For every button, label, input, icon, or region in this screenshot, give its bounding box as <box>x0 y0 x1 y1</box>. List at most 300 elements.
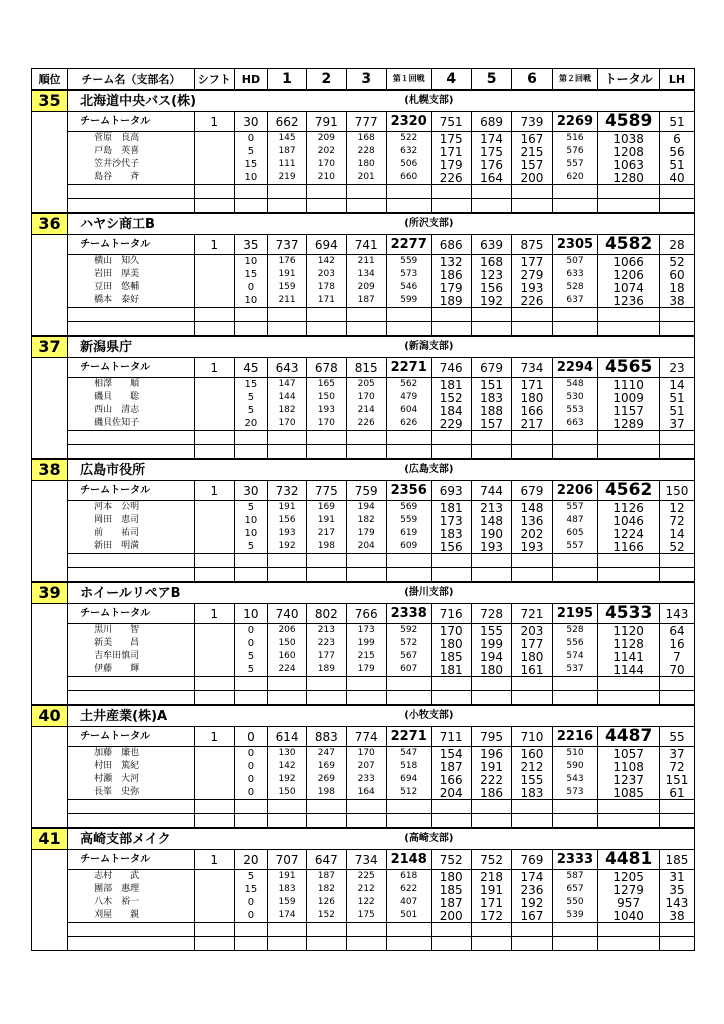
total-game-2: 802 <box>307 604 346 624</box>
header-team: チーム名（支部名） <box>68 69 194 91</box>
member-total: 1224 <box>598 527 660 540</box>
blank-cell <box>194 322 234 337</box>
member-game-6: 177 <box>512 637 552 650</box>
member-lh: 40 <box>659 171 694 185</box>
blank-cell <box>307 691 346 706</box>
header-game-5: 5 <box>471 69 511 91</box>
total-shift: 1 <box>194 358 234 378</box>
member-game-1: 170 <box>267 417 306 431</box>
blank-cell <box>659 923 694 937</box>
member-hd: 10 <box>234 171 267 185</box>
member-game-6: 200 <box>512 171 552 185</box>
member-total: 1279 <box>598 883 660 896</box>
blank-cell <box>267 691 306 706</box>
team-name: 北海道中央バス(株) <box>68 90 346 112</box>
member-game-2: 198 <box>307 786 346 800</box>
blank-row <box>32 923 695 937</box>
member-hd: 5 <box>234 663 267 677</box>
total-game-3: 759 <box>346 481 386 501</box>
rank-spacer <box>32 727 68 747</box>
member-game-6: 180 <box>512 391 552 404</box>
member-row <box>32 171 695 185</box>
member-game-4: 166 <box>431 773 471 786</box>
member-game-6: 226 <box>512 294 552 308</box>
member-lh: 12 <box>659 501 694 515</box>
member-name: 横山 知久 <box>68 255 194 269</box>
blank-cell <box>598 308 660 322</box>
blank-cell <box>68 199 194 214</box>
blank-cell <box>307 923 346 937</box>
member-game-6: 155 <box>512 773 552 786</box>
blank-cell <box>659 322 694 337</box>
member-game-5: 157 <box>471 417 511 431</box>
member-total: 1208 <box>598 145 660 158</box>
member-lh: 38 <box>659 909 694 923</box>
member-row <box>32 747 695 761</box>
total-total: 4487 <box>598 727 660 747</box>
member-game-4: 187 <box>431 896 471 909</box>
blank-cell <box>267 814 306 829</box>
member-game-2: 191 <box>307 514 346 527</box>
blank-cell <box>431 937 471 951</box>
team-header-row <box>32 705 695 727</box>
member-game-1: 150 <box>267 637 306 650</box>
blank-cell <box>471 691 511 706</box>
member-game-2: 198 <box>307 540 346 554</box>
member-game-5: 190 <box>471 527 511 540</box>
member-game-1: 130 <box>267 747 306 761</box>
blank-cell <box>431 800 471 814</box>
team-total-label: チームトータル <box>68 358 194 378</box>
member-game-2: 213 <box>307 624 346 638</box>
member-lh: 31 <box>659 870 694 884</box>
member-shift <box>194 145 234 158</box>
member-game-4: 132 <box>431 255 471 269</box>
blank-cell <box>386 322 431 337</box>
member-game-1: 160 <box>267 650 306 663</box>
total-hd: 10 <box>234 604 267 624</box>
blank-cell <box>659 431 694 445</box>
member-hd: 15 <box>234 378 267 392</box>
team-header-row <box>32 90 695 112</box>
branch-name: (広島支部) <box>346 459 512 481</box>
blank-cell <box>68 554 194 568</box>
blank-cell <box>267 445 306 460</box>
rank-spacer <box>32 896 68 909</box>
blank-cell <box>512 199 552 214</box>
member-game-3: 214 <box>346 404 386 417</box>
total-round-1: 2271 <box>386 358 431 378</box>
member-round-2: 576 <box>552 145 598 158</box>
branch-name: (高崎支部) <box>346 828 512 850</box>
blank-cell <box>431 322 471 337</box>
member-hd: 0 <box>234 773 267 786</box>
member-game-2: 170 <box>307 158 346 171</box>
rank-spacer <box>32 404 68 417</box>
blank-row <box>32 568 695 583</box>
rank-spacer <box>32 568 68 583</box>
blank-cell <box>234 568 267 583</box>
total-hd: 30 <box>234 481 267 501</box>
blank-cell <box>598 322 660 337</box>
blank-cell <box>386 431 431 445</box>
member-game-6: 203 <box>512 624 552 638</box>
member-round-2: 557 <box>552 158 598 171</box>
member-game-3: 122 <box>346 896 386 909</box>
member-round-1: 506 <box>386 158 431 171</box>
blank-cell <box>512 923 552 937</box>
member-total: 1038 <box>598 132 660 146</box>
total-shift: 1 <box>194 604 234 624</box>
blank-cell <box>307 308 346 322</box>
member-round-1: 522 <box>386 132 431 146</box>
blank-cell <box>346 185 386 199</box>
blank-cell <box>234 199 267 214</box>
member-game-2: 142 <box>307 255 346 269</box>
rank-spacer <box>32 501 68 515</box>
blank-cell <box>598 431 660 445</box>
blank-cell <box>234 308 267 322</box>
member-row <box>32 624 695 638</box>
member-round-2: 590 <box>552 760 598 773</box>
blank-cell <box>307 431 346 445</box>
member-shift <box>194 883 234 896</box>
member-hd: 10 <box>234 514 267 527</box>
total-game-4: 746 <box>431 358 471 378</box>
member-name: 前 祐司 <box>68 527 194 540</box>
member-game-6: 193 <box>512 281 552 294</box>
rank-spacer <box>32 268 68 281</box>
member-round-1: 547 <box>386 747 431 761</box>
blank-cell <box>598 199 660 214</box>
team-total-label: チームトータル <box>68 112 194 132</box>
total-game-4: 751 <box>431 112 471 132</box>
member-round-2: 516 <box>552 132 598 146</box>
member-game-3: 187 <box>346 294 386 308</box>
rank-spacer <box>32 760 68 773</box>
member-game-5: 168 <box>471 255 511 269</box>
total-shift: 1 <box>194 850 234 870</box>
member-game-3: 201 <box>346 171 386 185</box>
member-game-6: 177 <box>512 255 552 269</box>
total-round-2: 2333 <box>552 850 598 870</box>
blank-cell <box>307 937 346 951</box>
blank-cell <box>194 568 234 583</box>
team-header-row <box>32 336 695 358</box>
blank-cell <box>68 568 194 583</box>
blank-cell <box>307 199 346 214</box>
member-round-2: 550 <box>552 896 598 909</box>
rank-spacer <box>32 773 68 786</box>
total-hd: 0 <box>234 727 267 747</box>
blank-cell <box>471 568 511 583</box>
member-game-6: 202 <box>512 527 552 540</box>
total-game-5: 679 <box>471 358 511 378</box>
total-lh: 143 <box>659 604 694 624</box>
member-hd: 0 <box>234 281 267 294</box>
member-game-1: 111 <box>267 158 306 171</box>
member-shift <box>194 909 234 923</box>
member-game-5: 155 <box>471 624 511 638</box>
blank-cell <box>267 937 306 951</box>
member-lh: 60 <box>659 268 694 281</box>
total-game-2: 775 <box>307 481 346 501</box>
blank-cell <box>307 445 346 460</box>
team-total-row <box>32 481 695 501</box>
rank-spacer <box>32 171 68 185</box>
blank-cell <box>598 937 660 951</box>
rank-spacer <box>32 850 68 870</box>
blank-cell <box>598 568 660 583</box>
member-row <box>32 268 695 281</box>
member-game-3: 215 <box>346 650 386 663</box>
blank-cell <box>471 800 511 814</box>
blank-cell <box>346 308 386 322</box>
blank-row <box>32 937 695 951</box>
member-round-1: 569 <box>386 501 431 515</box>
member-game-3: 173 <box>346 624 386 638</box>
member-game-2: 187 <box>307 870 346 884</box>
blank-cell <box>386 691 431 706</box>
member-game-5: 222 <box>471 773 511 786</box>
rank-spacer <box>32 883 68 896</box>
blank-cell <box>552 185 598 199</box>
member-game-4: 200 <box>431 909 471 923</box>
rank-spacer <box>32 158 68 171</box>
member-name: 河本 公明 <box>68 501 194 515</box>
member-total: 1085 <box>598 786 660 800</box>
member-hd: 5 <box>234 404 267 417</box>
member-game-1: 191 <box>267 870 306 884</box>
total-lh: 51 <box>659 112 694 132</box>
member-game-5: 191 <box>471 883 511 896</box>
member-row <box>32 773 695 786</box>
member-total: 1063 <box>598 158 660 171</box>
blank-cell <box>552 445 598 460</box>
blank-cell <box>194 308 234 322</box>
member-game-4: 179 <box>431 158 471 171</box>
member-hd: 0 <box>234 896 267 909</box>
blank-cell <box>431 677 471 691</box>
member-row <box>32 501 695 515</box>
member-game-5: 186 <box>471 786 511 800</box>
member-game-4: 170 <box>431 624 471 638</box>
member-round-1: 592 <box>386 624 431 638</box>
blank-cell <box>267 923 306 937</box>
member-round-1: 501 <box>386 909 431 923</box>
blank-cell <box>431 431 471 445</box>
branch-name: (小牧支部) <box>346 705 512 727</box>
member-game-5: 183 <box>471 391 511 404</box>
blank-cell <box>307 185 346 199</box>
member-game-2: 209 <box>307 132 346 146</box>
total-shift: 1 <box>194 112 234 132</box>
member-round-2: 573 <box>552 786 598 800</box>
team-header-spacer <box>512 828 695 850</box>
blank-cell <box>234 814 267 829</box>
member-lh: 61 <box>659 786 694 800</box>
blank-cell <box>346 923 386 937</box>
blank-cell <box>659 554 694 568</box>
member-lh: 64 <box>659 624 694 638</box>
member-row <box>32 663 695 677</box>
header-game-2: 2 <box>307 69 346 91</box>
blank-cell <box>68 923 194 937</box>
blank-cell <box>512 937 552 951</box>
rank-spacer <box>32 650 68 663</box>
total-game-1: 737 <box>267 235 306 255</box>
total-game-1: 740 <box>267 604 306 624</box>
member-name: 岩田 厚美 <box>68 268 194 281</box>
rank-spacer <box>32 417 68 431</box>
blank-cell <box>659 199 694 214</box>
blank-cell <box>194 923 234 937</box>
blank-cell <box>512 431 552 445</box>
member-game-5: 191 <box>471 760 511 773</box>
blank-cell <box>307 677 346 691</box>
blank-cell <box>267 800 306 814</box>
blank-cell <box>471 185 511 199</box>
blank-cell <box>68 431 194 445</box>
team-name: 土井産業(株)A <box>68 705 346 727</box>
blank-cell <box>194 199 234 214</box>
member-round-1: 694 <box>386 773 431 786</box>
blank-cell <box>431 814 471 829</box>
member-game-3: 134 <box>346 268 386 281</box>
blank-cell <box>598 691 660 706</box>
member-round-1: 562 <box>386 378 431 392</box>
member-game-2: 126 <box>307 896 346 909</box>
blank-cell <box>659 691 694 706</box>
member-game-2: 150 <box>307 391 346 404</box>
rank-spacer <box>32 909 68 923</box>
member-row <box>32 132 695 146</box>
blank-cell <box>234 677 267 691</box>
blank-cell <box>68 185 194 199</box>
header-game-4: 4 <box>431 69 471 91</box>
member-lh: 38 <box>659 294 694 308</box>
member-game-5: 180 <box>471 663 511 677</box>
blank-cell <box>471 308 511 322</box>
member-hd: 15 <box>234 883 267 896</box>
blank-cell <box>234 554 267 568</box>
blank-cell <box>386 308 431 322</box>
blank-cell <box>471 923 511 937</box>
total-round-1: 2271 <box>386 727 431 747</box>
member-round-2: 539 <box>552 909 598 923</box>
member-lh: 16 <box>659 637 694 650</box>
blank-cell <box>431 185 471 199</box>
member-game-1: 174 <box>267 909 306 923</box>
blank-cell <box>386 677 431 691</box>
member-shift <box>194 896 234 909</box>
blank-cell <box>386 814 431 829</box>
blank-cell <box>386 568 431 583</box>
member-name: 八木 裕一 <box>68 896 194 909</box>
member-hd: 15 <box>234 158 267 171</box>
member-name: 長峯 史弥 <box>68 786 194 800</box>
member-game-2: 189 <box>307 663 346 677</box>
rank-spacer <box>32 937 68 951</box>
blank-cell <box>346 445 386 460</box>
member-game-2: 217 <box>307 527 346 540</box>
rank-spacer <box>32 294 68 308</box>
standings-table <box>31 68 695 951</box>
total-total: 4582 <box>598 235 660 255</box>
member-game-5: 151 <box>471 378 511 392</box>
member-game-5: 193 <box>471 540 511 554</box>
member-round-2: 530 <box>552 391 598 404</box>
member-game-3: 228 <box>346 145 386 158</box>
member-lh: 143 <box>659 896 694 909</box>
member-shift <box>194 171 234 185</box>
member-game-5: 174 <box>471 132 511 146</box>
member-hd: 0 <box>234 132 267 146</box>
member-round-2: 537 <box>552 663 598 677</box>
branch-name: (所沢支部) <box>346 213 512 235</box>
total-round-1: 2338 <box>386 604 431 624</box>
member-game-1: 147 <box>267 378 306 392</box>
blank-cell <box>386 445 431 460</box>
member-game-3: 226 <box>346 417 386 431</box>
rank-spacer <box>32 527 68 540</box>
member-game-1: 142 <box>267 760 306 773</box>
rank-badge: 36 <box>32 213 68 235</box>
blank-cell <box>234 800 267 814</box>
member-game-6: 192 <box>512 896 552 909</box>
blank-cell <box>267 677 306 691</box>
team-name: 新潟県庁 <box>68 336 346 358</box>
member-game-4: 181 <box>431 663 471 677</box>
total-hd: 35 <box>234 235 267 255</box>
member-total: 1009 <box>598 391 660 404</box>
header-round-2: 第２回戦 <box>552 69 598 91</box>
blank-cell <box>234 322 267 337</box>
blank-cell <box>386 800 431 814</box>
member-game-1: 191 <box>267 268 306 281</box>
blank-cell <box>346 431 386 445</box>
member-game-6: 236 <box>512 883 552 896</box>
member-lh: 72 <box>659 514 694 527</box>
blank-cell <box>512 691 552 706</box>
header-shift: シフト <box>194 69 234 91</box>
team-total-row <box>32 850 695 870</box>
rank-badge: 35 <box>32 90 68 112</box>
rank-spacer <box>32 870 68 884</box>
rank-spacer <box>32 199 68 214</box>
member-total: 1108 <box>598 760 660 773</box>
member-row <box>32 281 695 294</box>
blank-cell <box>598 814 660 829</box>
member-game-6: 193 <box>512 540 552 554</box>
total-game-5: 795 <box>471 727 511 747</box>
member-row <box>32 870 695 884</box>
member-round-2: 637 <box>552 294 598 308</box>
member-total: 1057 <box>598 747 660 761</box>
member-total: 1120 <box>598 624 660 638</box>
branch-name: (新潟支部) <box>346 336 512 358</box>
member-hd: 15 <box>234 268 267 281</box>
member-game-4: 183 <box>431 527 471 540</box>
member-round-2: 605 <box>552 527 598 540</box>
member-game-3: 209 <box>346 281 386 294</box>
blank-cell <box>386 199 431 214</box>
member-hd: 0 <box>234 909 267 923</box>
member-game-6: 217 <box>512 417 552 431</box>
blank-cell <box>307 568 346 583</box>
blank-cell <box>267 308 306 322</box>
member-game-2: 169 <box>307 501 346 515</box>
